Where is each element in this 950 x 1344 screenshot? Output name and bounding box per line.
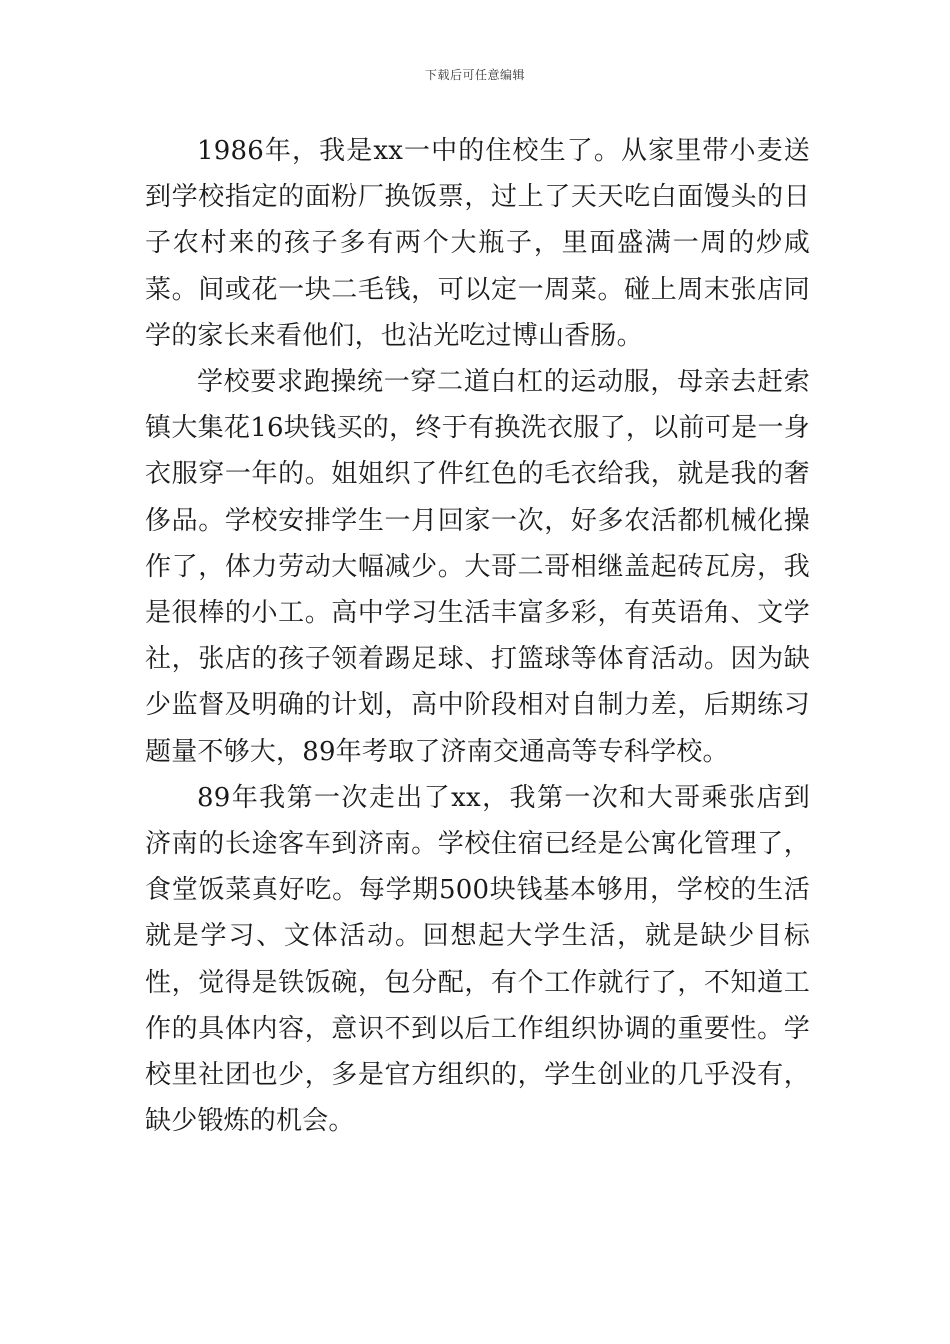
document-body <box>145 128 810 1144</box>
paragraph-1: 1986年，我是xx一中的住校生了。从家里带小麦送到学校指定的面粉厂换饭票，过上了天天吃白面馒头的日子农村来的孩子多有两个大瓶子，里面盛满一周的炒咸菜。间或花一块二毛钱，可以定一周菜。碰上周末张店同学的家长来看他们，也沾光吃过博山香肠。 <box>145 136 810 351</box>
paragraph-3: 89年我第一次走出了xx，我第一次和大哥乘张店到济南的长途客车到济南。学校住宿已经是公寓化管理了，食堂饭菜真好吃。每学期500块钱基本够用，学校的生活就是学习、文体活动。回想起大学生活，就是缺少目标性，觉得是铁饭碗，包分配，有个工作就行了，不知道工作的具体内容，意识不到以后工作组织协调的重要性。学校里社团也少，多是官方组织的，学生创业的几乎没有，缺少锻炼的机会。 <box>145 782 810 1137</box>
paragraph-2: 学校要求跑操统一穿二道白杠的运动服，母亲去赶索镇大集花16块钱买的，终于有换洗衣服了，以前可是一身衣服穿一年的。姐姐织了件红色的毛衣给我，就是我的奢侈品。学校安排学生一月回家一次，好多农活都机械化操作了，体力劳动大幅减少。大哥二哥相继盖起砖瓦房，我是很棒的小工。高中学习生活丰富多彩，有英语角、文学社，张店的孩子领着踢足球、打篮球等体育活动。因为缺少监督及明确的计划，高中阶段相对自制力差，后期练习题量不够大，89年考取了济南交通高等专科学校。 <box>145 367 810 767</box>
page-header-note: 下载后可任意编辑 <box>424 68 525 82</box>
